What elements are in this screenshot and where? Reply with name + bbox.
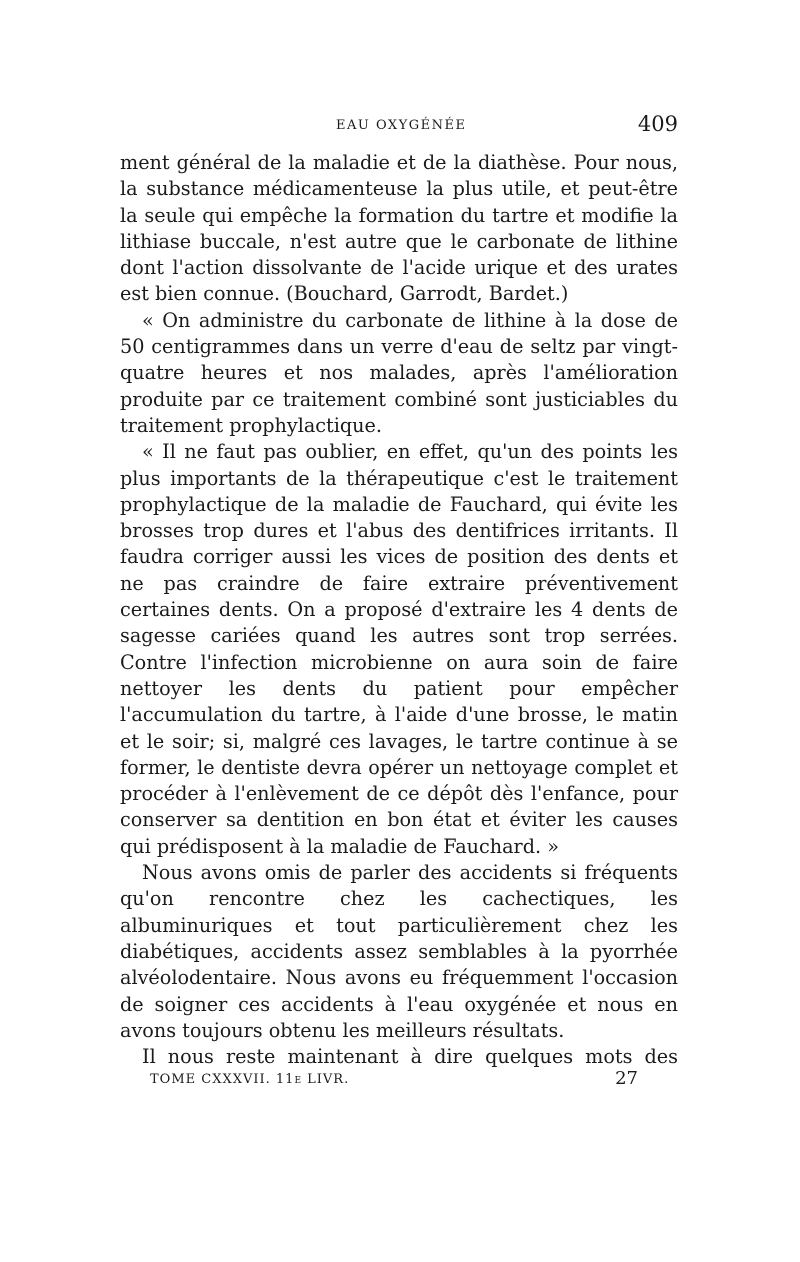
sheet-number: 27 bbox=[615, 1068, 638, 1089]
paragraph-quote-lithine: « On administre du carbonate de lithine à la dose de 50 centigrammes dans un verre d'eau de seltz par vingt-quatre heures et nos malades, après l'amélioration produite par ce traitement combiné sont justiciables du traitement prophylactique. bbox=[120, 308, 678, 437]
paragraph-accidents: Nous avons omis de parler des accidents si fréquents qu'on rencontre chez les cachectiques, les albuminuriques et tout particulièrement chez les diabétiques, accidents assez semblables à la pyorrhée alvéolodentaire. Nous avons eu fréquemment l'occasion de soigner ces accidents à l'eau oxygénée et nous en avons toujours obtenu les meilleurs résultats. bbox=[120, 861, 678, 1042]
running-head bbox=[120, 112, 680, 142]
paragraph-final-line: Il nous reste maintenant à dire quelques mots des bbox=[142, 1045, 678, 1069]
page-number: 409 bbox=[637, 112, 678, 136]
running-title: EAU OXYGÉNÉE bbox=[336, 118, 467, 133]
paragraph-continuation: ment général de la maladie et de la diathèse. Pour nous, la substance médicamenteuse la plus utile, et peut-être la seule qui empêche la formation du tartre et modifie la lithiase buccale, n'est autre que le carbonate de lithine dont l'action dissolvante de l'acide urique et des urates est bien connue. (Bouchard, Garrodt, Bardet.) bbox=[120, 151, 678, 306]
footer bbox=[150, 1068, 650, 1098]
paragraph-quote-prophylaxis: « Il ne faut pas oublier, en effet, qu'un des points les plus importants de la thérapeutique c'est le traitement prophylactique de la maladie de Fauchard, qui évite les brosses trop dures et l'abus des dentifrices irritants. Il faudra corriger aussi les vices de position des dents et ne pas craindre de faire extraire préventivement certaines dents. On a proposé d'extraire les 4 dents de sagesse cariées quand les autres sont trop serrées. Contre l'infection microbienne on aura soin de faire nettoyer les dents du patient pour empêcher l'accumulation du tartre, à l'aide d'une brosse, le matin et le soir; si, malgré ces lavages, le tartre continue à se former, le dentiste devra opérer un nettoyage complet et procéder à l'enlèvement de ce dépôt dès l'enfance, pour conserver sa dentition en bon état et éviter les causes qui prédisposent à la maladie de Fauchard. » bbox=[120, 440, 678, 858]
body-text bbox=[120, 150, 678, 1070]
volume-signature: TOME CXXXVII. 11e LIVR. bbox=[150, 1072, 350, 1087]
